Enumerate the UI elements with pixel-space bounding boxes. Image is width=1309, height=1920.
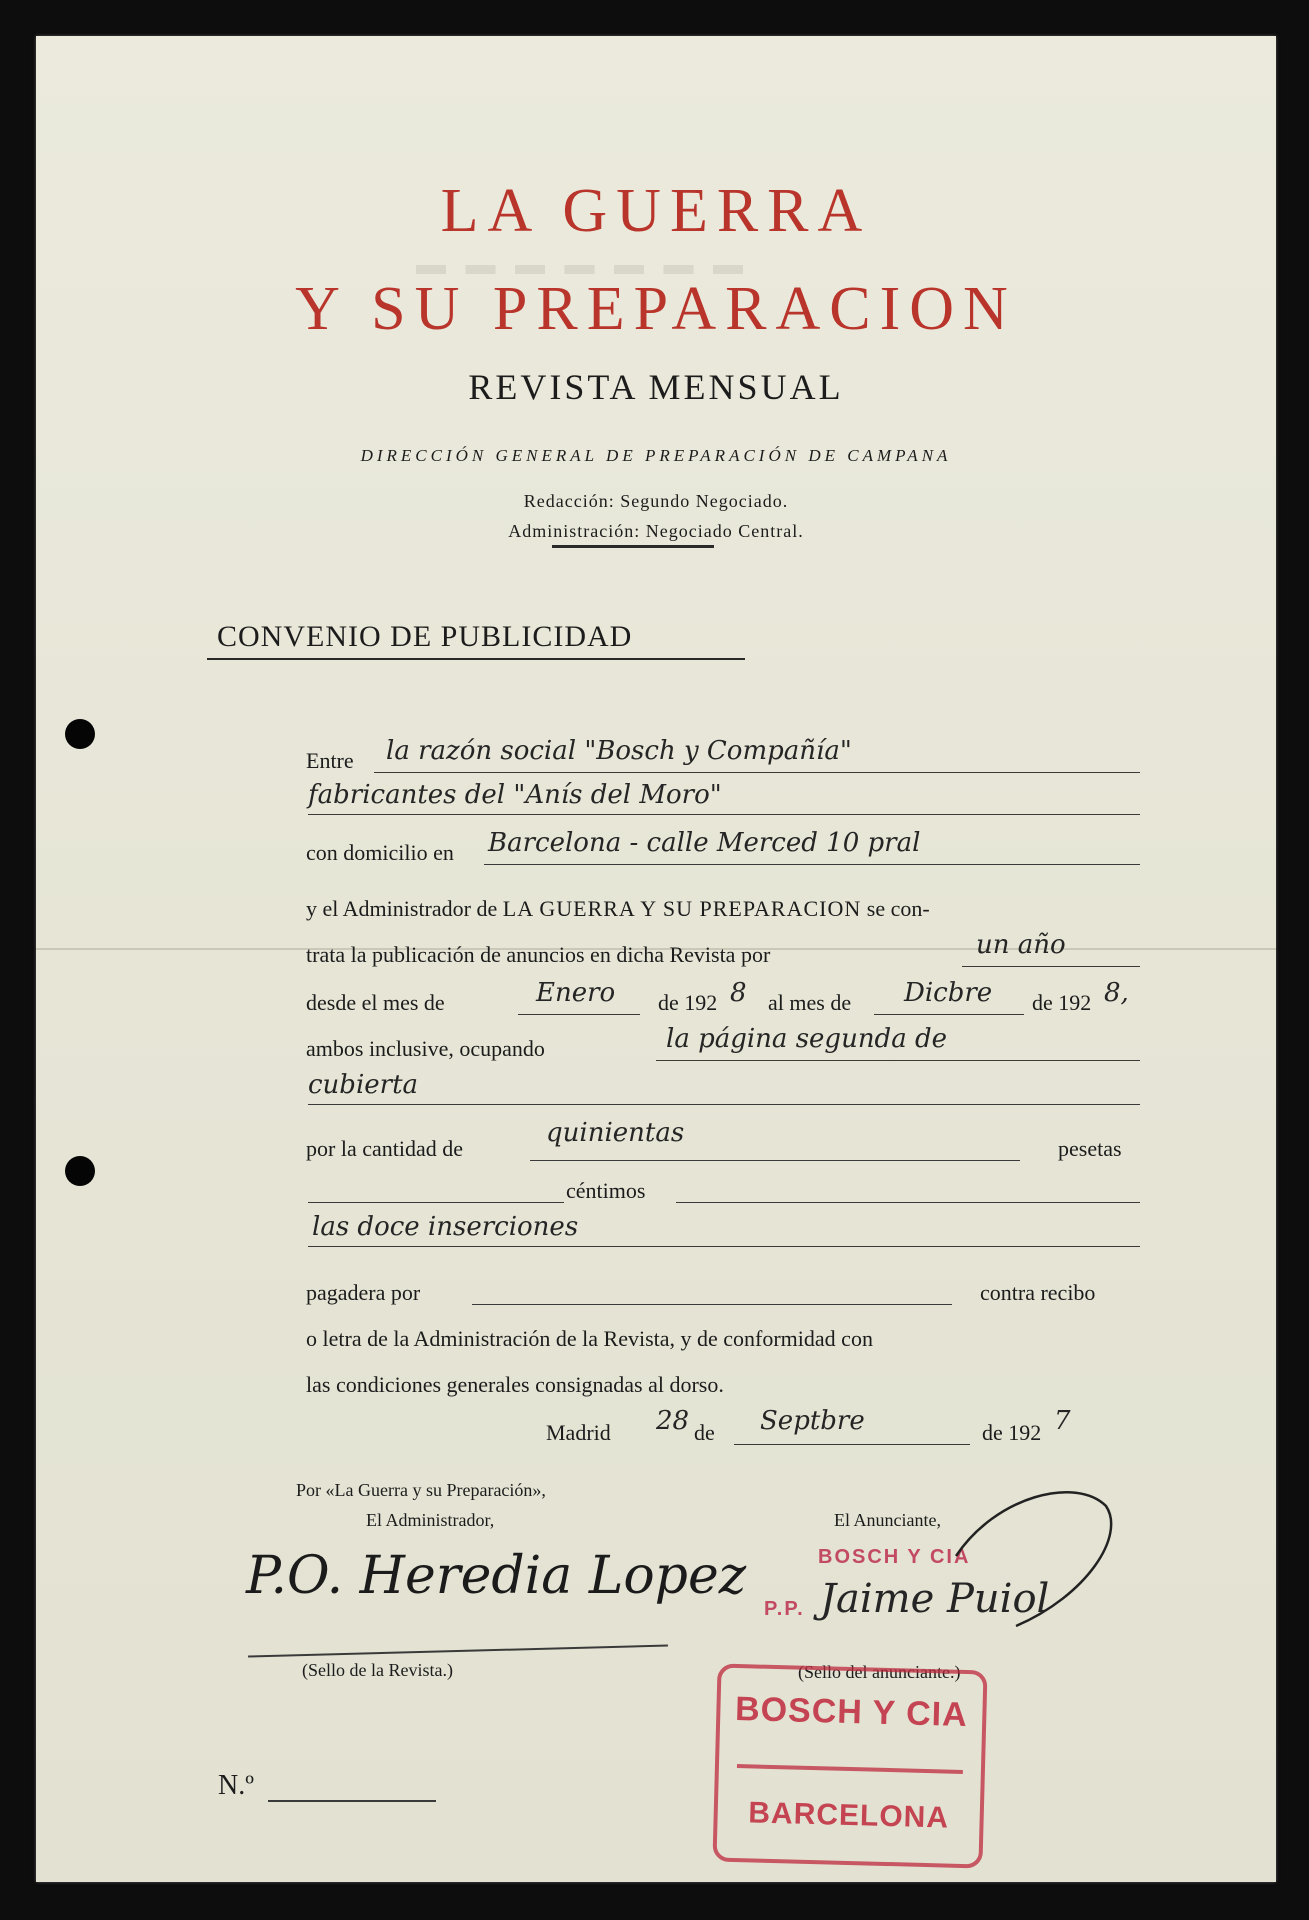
title-line-1: LA GUERRA bbox=[440, 177, 872, 245]
red-stamp-divider bbox=[737, 1764, 963, 1774]
pagadera-line bbox=[472, 1304, 952, 1305]
pesetas-label: pesetas bbox=[1058, 1136, 1122, 1161]
redaccion-line: Redacción: Segundo Negociado. bbox=[523, 491, 789, 511]
de2-value: 8, bbox=[1104, 978, 1129, 1008]
madrid-month-line bbox=[734, 1444, 970, 1445]
de1-label: de 192 bbox=[658, 990, 718, 1015]
anunciante-signature: Jaime Puiol bbox=[820, 1576, 1050, 1622]
red-stamp-line-2: BARCELONA bbox=[747, 1796, 950, 1835]
admin-line bbox=[306, 896, 930, 922]
year-value: 7 bbox=[1054, 1406, 1071, 1436]
madrid-day: 28 bbox=[656, 1406, 690, 1436]
por-line: Por «La Guerra y su Preparación», bbox=[296, 1480, 546, 1500]
ambos-line-2 bbox=[308, 1104, 1140, 1105]
numero-label: N.º bbox=[218, 1770, 254, 1801]
administrador-label: El Administrador, bbox=[366, 1510, 495, 1530]
desde-line bbox=[518, 1014, 640, 1015]
de1-value: 8 bbox=[730, 978, 747, 1008]
contra-label: contra recibo bbox=[980, 1280, 1096, 1305]
ambos-line bbox=[656, 1060, 1140, 1061]
centimos-line-right bbox=[676, 1202, 1140, 1203]
subtitle: REVISTA MENSUAL bbox=[468, 367, 844, 407]
direccion-line: DIRECCIÓN GENERAL DE PREPARACIÓN DE CAMPANA bbox=[360, 446, 952, 465]
sello-revista-label: (Sello de la Revista.) bbox=[302, 1660, 453, 1680]
anunciante-label: El Anunciante, bbox=[834, 1510, 941, 1530]
domicilio-value: Barcelona - calle Merced 10 pral bbox=[488, 828, 921, 858]
contrata-line bbox=[962, 966, 1140, 967]
cantidad-line bbox=[530, 1160, 1020, 1161]
year-label: de 192 bbox=[982, 1420, 1042, 1445]
entre-line-2 bbox=[308, 814, 1140, 815]
madrid-month: Septbre bbox=[760, 1406, 865, 1436]
madrid-label: Madrid bbox=[546, 1420, 611, 1445]
cantidad-value: quinientas bbox=[546, 1118, 685, 1148]
ambos-value-2: cubierta bbox=[308, 1070, 419, 1100]
extra-value: las doce inserciones bbox=[312, 1212, 579, 1242]
sello-anunciante-label: (Sello del anunciante.) bbox=[798, 1662, 961, 1682]
madrid-de-label: de bbox=[694, 1420, 715, 1445]
ambos-value: la página segunda de bbox=[666, 1024, 947, 1054]
desde-label: desde el mes de bbox=[306, 990, 445, 1015]
condiciones-line: las condiciones generales consignadas al dorso. bbox=[306, 1372, 724, 1397]
numero-line bbox=[268, 1800, 436, 1802]
desde-value: Enero bbox=[536, 978, 616, 1008]
entre-value-2: fabricantes del "Anís del Moro" bbox=[308, 780, 722, 810]
company-stamp: BOSCH Y CIA bbox=[818, 1546, 971, 1568]
al-line bbox=[874, 1014, 1024, 1015]
centimos-label: céntimos bbox=[566, 1178, 646, 1203]
domicilio-label: con domicilio en bbox=[306, 840, 454, 865]
administrador-sign-line bbox=[248, 1645, 668, 1658]
contrata-label: trata la publicación de anuncios en dicha Revista por bbox=[306, 942, 771, 967]
entre-label: Entre bbox=[306, 748, 354, 773]
extra-line bbox=[308, 1246, 1140, 1247]
header-rule bbox=[552, 545, 714, 548]
ambos-label: ambos inclusive, ocupando bbox=[306, 1036, 545, 1061]
de2-label: de 192 bbox=[1032, 990, 1092, 1015]
al-value: Dicbre bbox=[904, 978, 993, 1008]
al-label: al mes de bbox=[768, 990, 852, 1015]
contrata-value: un año bbox=[976, 930, 1066, 960]
form-heading: CONVENIO DE PUBLICIDAD bbox=[217, 620, 633, 653]
title-line-2: Y SU PREPARACION bbox=[295, 275, 1017, 343]
red-company-stamp bbox=[712, 1664, 987, 1869]
cantidad-label: por la cantidad de bbox=[306, 1136, 463, 1161]
letra-line: o letra de la Administración de la Revista, y de conformidad con bbox=[306, 1326, 873, 1351]
signature-flourish bbox=[936, 1476, 1126, 1646]
admin-line-a: y el Administrador de bbox=[306, 896, 503, 921]
document-page bbox=[36, 36, 1276, 1882]
administrador-signature: P.O. Heredia Lopez bbox=[246, 1546, 747, 1606]
red-stamp-line-1: BOSCH Y CIA bbox=[734, 1689, 969, 1735]
admin-line-c: se con- bbox=[861, 896, 930, 921]
punch-hole-upper bbox=[65, 719, 95, 749]
entre-value: la razón social "Bosch y Compañía" bbox=[386, 736, 852, 766]
pp-label: P.P. bbox=[764, 1598, 805, 1620]
heading-underline bbox=[207, 658, 745, 660]
show-through-text: ▬ ▬ ▬ ▬ ▬ ▬ ▬ bbox=[416, 248, 749, 281]
entre-line bbox=[374, 772, 1140, 773]
pagadera-label: pagadera por bbox=[306, 1280, 421, 1305]
admin-line-b: LA GUERRA Y SU PREPARACION bbox=[502, 896, 862, 921]
domicilio-line bbox=[484, 864, 1140, 865]
punch-hole-lower bbox=[65, 1156, 95, 1186]
administracion-line: Administración: Negociado Central. bbox=[508, 521, 804, 541]
centimos-line-left bbox=[308, 1202, 564, 1203]
